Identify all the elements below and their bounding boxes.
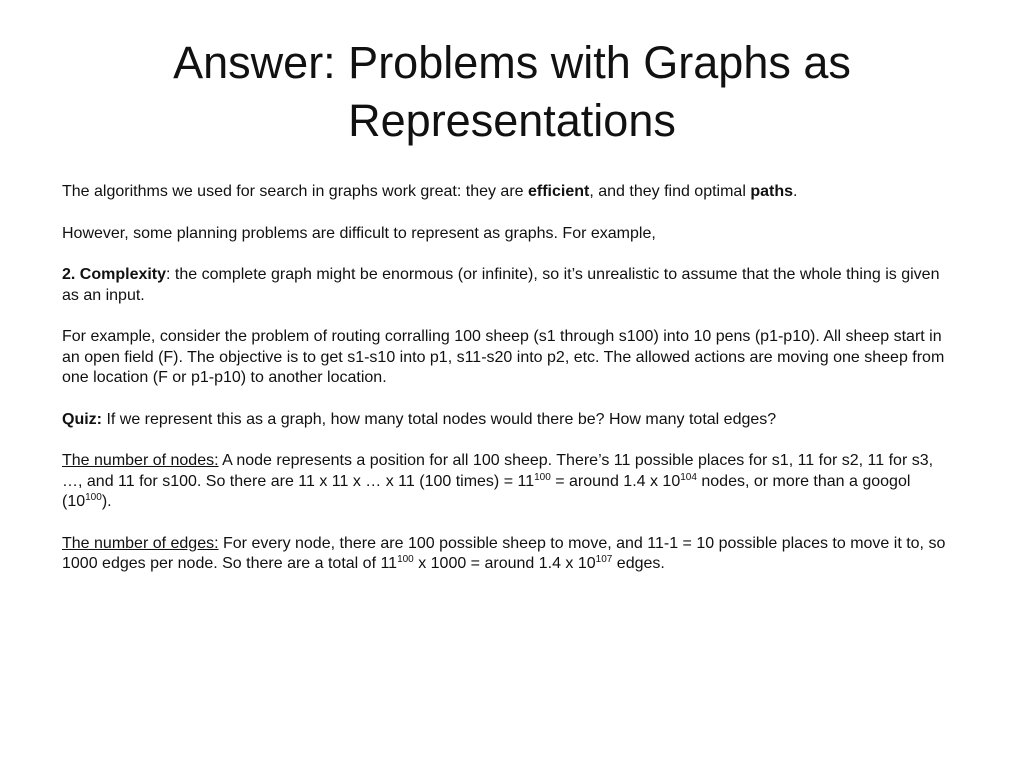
slide-title: Answer: Problems with Graphs as Representations	[173, 37, 851, 146]
complexity-text: : the complete graph might be enormous (or infinite), so it’s unrealistic to assume that the whole thing is given as an input.	[62, 266, 940, 304]
slide-body	[62, 182, 952, 596]
nodes-exponent-3: 100	[85, 492, 102, 503]
quiz-text: If we represent this as a graph, how many total nodes would there be? How many total edges?	[102, 410, 777, 428]
intro-text-2: , and they find optimal	[589, 183, 751, 200]
nodes-text-4: ).	[101, 493, 112, 510]
edges-heading: The number of edges:	[62, 534, 219, 552]
paragraph-quiz	[62, 410, 952, 431]
quiz-label: Quiz:	[62, 410, 102, 428]
paragraph-nodes	[62, 451, 952, 513]
paragraph-intro	[62, 182, 952, 203]
edges-text-2: x 1000 = around 1.4 x 10	[413, 555, 596, 572]
nodes-text-3: nodes, or more than a googol (10	[62, 472, 911, 510]
intro-text-1: The algorithms we used for search in graphs work great: they are	[62, 183, 528, 200]
paths-term: paths	[750, 183, 793, 200]
edges-text-3: edges.	[612, 555, 665, 572]
efficient-term: efficient	[528, 183, 590, 200]
edges-exponent-1: 100	[397, 554, 414, 565]
nodes-exponent-2: 104	[680, 471, 697, 483]
paragraph-complexity	[62, 265, 952, 306]
nodes-exponent-1: 100	[534, 471, 551, 483]
paragraph-sheep-example: For example, consider the problem of routing corralling 100 sheep (s1 through s100) into 10 pens (p1-p10). All sheep start in an open field (F). The objective is to get s1-s10 into p1, s11-s20 into p2, etc. The allowed actions are moving one sheep from one location (F or p1-p10) to another location.	[62, 328, 945, 386]
paragraph-edges	[62, 534, 952, 575]
nodes-text-1: A node represents a position for all 100 sheep. There’s 11 possible places for s1, 11 for s2, 11 for s3, …, and 11 for s100. So there are 11 x 11 x … x 11 (100 times) = 11	[62, 452, 934, 490]
paragraph-however: However, some planning problems are difficult to represent as graphs. For example,	[62, 224, 656, 242]
complexity-heading: 2. Complexity	[62, 266, 167, 283]
nodes-text-2: = around 1.4 x 10	[550, 472, 681, 490]
intro-text-3: .	[793, 183, 798, 200]
nodes-heading: The number of nodes:	[62, 452, 219, 469]
edges-text-1: For every node, there are 100 possible sheep to move, and 11-1 = 10 possible places to move it to, so 1000 edges per node. So there are a total of 11	[62, 534, 946, 572]
edges-exponent-2: 107	[595, 554, 613, 565]
